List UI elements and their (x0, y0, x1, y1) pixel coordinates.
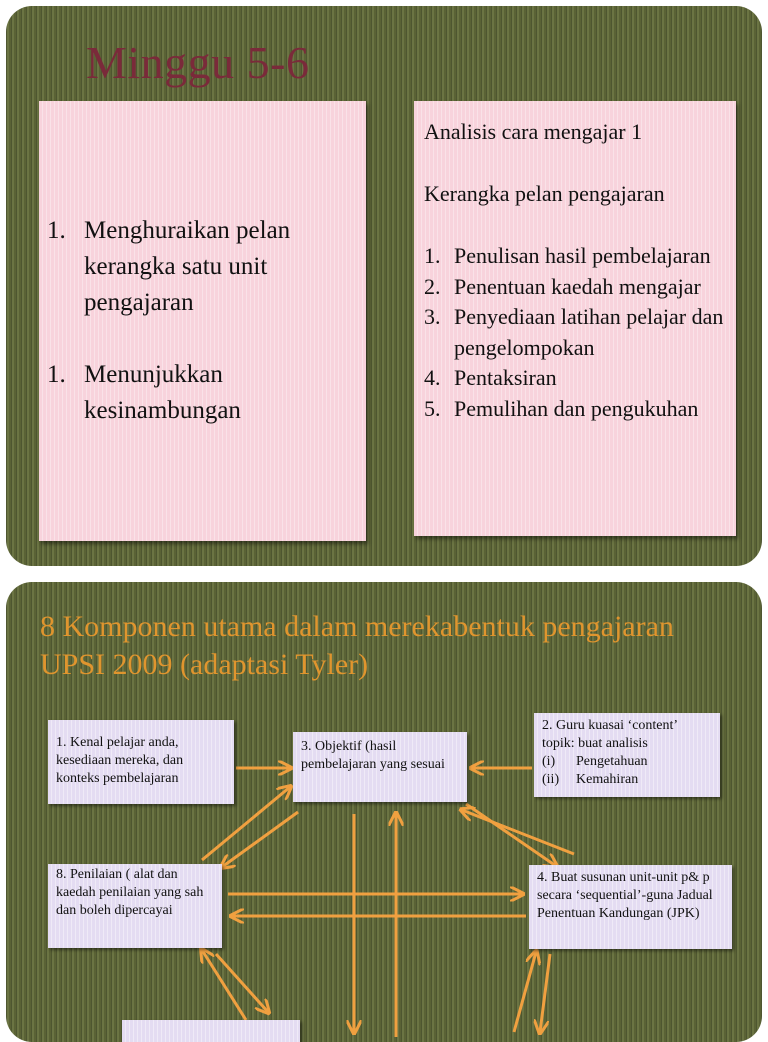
slide-1-title: Minggu 5-6 (86, 37, 310, 88)
list-item (424, 241, 726, 272)
framework-heading: Kerangka pelan pengajaran (424, 181, 665, 206)
list-item (424, 302, 726, 363)
component-2-item-number: (i) (542, 754, 556, 769)
list-item-text: Penulisan hasil pembelajaran (454, 243, 711, 268)
component-2-box (534, 713, 720, 797)
analysis-heading: Analisis cara mengajar 1 (424, 119, 643, 144)
framework-list (424, 241, 726, 424)
objective-number: 1. (47, 217, 66, 244)
component-2-heading: 2. Guru kuasai ‘content’ topik: buat analisis (542, 718, 678, 751)
arrow-3-to-8 (222, 812, 298, 867)
slide-1 (6, 6, 762, 566)
objective-number: 1. (47, 361, 66, 388)
component-8-box: 8. Penilaian ( alat dan kaedah penilaian yang sah dan boleh dipercayai (48, 864, 222, 948)
list-item-number: 2. (424, 273, 441, 299)
list-item-number: 3. (424, 304, 441, 329)
objective-item (47, 213, 354, 321)
arrow-bottom-to-8 (202, 950, 246, 1020)
list-item-text: Pentaksiran (454, 365, 557, 390)
objective-item (47, 357, 354, 429)
arrow-3-to-4 (466, 804, 556, 866)
list-item-text: Penyediaan latihan pelajar dan pengelompokan (454, 304, 724, 360)
slide-2 (6, 582, 762, 1042)
list-item-text: Pemulihan dan pengukuhan (454, 395, 699, 421)
list-item-number: 1. (424, 243, 441, 268)
component-bottom-box (122, 1020, 300, 1042)
objective-text: Menghuraikan pelan kerangka satu unit pengajaran (84, 217, 291, 316)
component-2-item (542, 753, 712, 771)
component-2-item (542, 771, 712, 789)
list-item-text: Penentuan kaedah mengajar (454, 273, 701, 299)
arrow-4-down (540, 954, 550, 1032)
objectives-box (39, 101, 366, 541)
arrow-up-to-4 (514, 952, 536, 1032)
list-item-number: 5. (424, 395, 441, 421)
component-2-item-number: (ii) (542, 772, 560, 787)
list-item (424, 272, 726, 303)
component-2-item-text: Kemahiran (576, 772, 639, 787)
slide-2-title: 8 Komponen utama dalam merekabentuk pengajaran UPSI 2009 (adaptasi Tyler) (40, 610, 674, 681)
component-3-box: 3. Objektif (hasil pembelajaran yang sesuai (293, 732, 467, 802)
arrow-8-to-bottom (216, 954, 268, 1012)
analysis-box (414, 101, 736, 536)
list-item (424, 363, 726, 394)
list-item (424, 394, 726, 425)
component-4-box: 4. Buat susunan unit-unit p& p secara ‘sequential’-guna Jadual Penentuan Kandungan (JPK) (529, 865, 732, 949)
objective-text: Menunjukkan kesinambungan (84, 361, 241, 424)
component-2-item-text: Pengetahuan (576, 754, 648, 769)
arrow-4-to-3 (462, 810, 574, 854)
list-item-number: 4. (424, 365, 441, 390)
component-1-box: 1. Kenal pelajar anda, kesediaan mereka, dan konteks pembelajaran (48, 720, 234, 804)
